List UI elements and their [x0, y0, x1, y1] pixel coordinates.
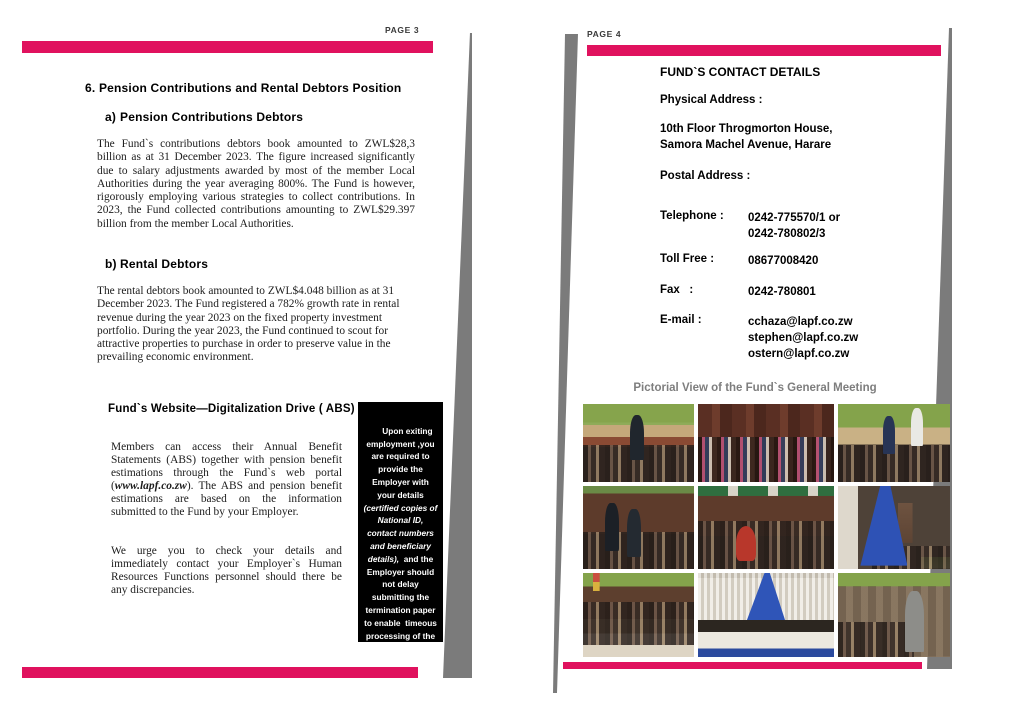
page3-edge-shadow	[443, 33, 472, 678]
physical-address-label: Physical Address :	[660, 94, 763, 106]
gallery-photo-2	[698, 404, 834, 482]
gallery-photo-6	[838, 486, 950, 569]
page4-left-edge-shadow	[553, 34, 578, 693]
page4-bottom-accent-bar	[563, 662, 922, 669]
contact-details-heading: FUND`S CONTACT DETAILS	[660, 65, 821, 79]
page4-number-label: PAGE 4	[587, 29, 622, 39]
gallery-photo-7	[583, 573, 694, 657]
tollfree-label: Toll Free :	[660, 253, 715, 265]
tollfree-value: 08677008420	[748, 255, 819, 267]
section-b-heading	[105, 257, 208, 271]
website-paragraph-1-rest: ). The ABS and pension benefit estimations are based on the information submitted to the Fund by your Employer.	[111, 479, 342, 518]
gallery-photo-3	[838, 404, 950, 482]
exit-notice-box	[358, 402, 443, 654]
address-line-1: 10th Floor Throgmorton House,	[660, 123, 833, 135]
page3-number-label: PAGE 3	[385, 25, 420, 35]
section-b-prefix: b)	[105, 257, 117, 271]
website-section-heading: Fund`s Website—Digitalization Drive ( ABS)	[108, 403, 355, 415]
page-4	[500, 0, 1024, 719]
exit-notice-text-2: and the Employer should not delay submitting the termination paper to enable timeous processing of the benefits payable.	[364, 553, 440, 654]
section-a-heading	[105, 110, 303, 124]
page4-top-accent-bar	[587, 45, 941, 56]
exit-notice-text-1: Upon exiting employment ,you are required to provide the Employer with your details	[366, 425, 437, 500]
website-paragraph-2: We urge you to check your details and immediately contact your Employer`s Human Resources Functions personnel should there be any discrepancies.	[111, 545, 342, 596]
telephone-values	[748, 210, 840, 242]
fund-web-portal-url: www.lapf.co.zw	[114, 479, 187, 492]
page3-bottom-accent-bar	[22, 667, 418, 678]
section-b-body: The rental debtors book amounted to ZWL$4.048 billion as at 31 December 2023. The Fund registered a 782% growth rate in rental revenue during the year 2023 on the fixed property investment portfolio. During the year 2023, the Fund continued to scout for attractive properties to purchase in order to preserve value in the prevailing economic environment.	[97, 285, 400, 364]
page3-main-heading: 6. Pension Contributions and Rental Debtors Position	[85, 81, 402, 95]
exit-notice-italic: (certified copies of National ID, contact numbers and beneficiary details),	[363, 502, 440, 564]
email-value-2: stephen@lapf.co.zw	[748, 332, 859, 344]
website-paragraph-1	[111, 441, 342, 518]
gallery-photo-4	[583, 486, 694, 569]
meeting-photo-gallery	[583, 404, 950, 657]
gallery-photo-9	[838, 573, 950, 657]
section-a-prefix: a)	[105, 110, 117, 124]
address-line-2: Samora Machel Avenue, Harare	[660, 138, 832, 151]
gallery-photo-5	[698, 486, 834, 569]
physical-address-lines	[660, 122, 833, 153]
gallery-photo-8	[698, 573, 834, 657]
section-a-title: Pension Contributions Debtors	[120, 110, 304, 124]
email-value-3: ostern@lapf.co.zw	[748, 348, 850, 360]
telephone-value-2: 0242-780802/3	[748, 228, 826, 240]
postal-address-label: Postal Address :	[660, 170, 751, 182]
fax-label: Fax :	[660, 284, 694, 296]
gallery-caption: Pictorial View of the Fund`s General Meeting	[633, 382, 877, 394]
gallery-photo-1	[583, 404, 694, 482]
website-paragraph-1-text: Members can access their Annual Benefit Statements (ABS) together with pension benefit estimations through the Fund`s web portal (	[111, 441, 342, 492]
fax-value: 0242-780801	[748, 286, 816, 298]
telephone-label: Telephone :	[660, 210, 724, 222]
section-b-title: Rental Debtors	[120, 257, 209, 271]
section-a-body: The Fund`s contributions debtors book amounted to ZWL$28,3 billion as at 31 December 2023. The figure increased significantly due to salary adjustments awarded by most of the member Local Authorities during the year averaging 800%. The Fund is however, rigorously employing various strategies to collect contributions. In 2023, the Fund collected contributions amounting to ZWL$29.397 billion from the member Local Authorities.	[97, 138, 415, 230]
email-value-1: cchaza@lapf.co.zw	[748, 316, 853, 328]
page-3	[0, 0, 500, 719]
email-values	[748, 314, 858, 362]
page3-top-accent-bar	[22, 41, 433, 53]
email-label: E-mail :	[660, 314, 702, 326]
telephone-value-1: 0242-775570/1 or	[748, 212, 841, 224]
